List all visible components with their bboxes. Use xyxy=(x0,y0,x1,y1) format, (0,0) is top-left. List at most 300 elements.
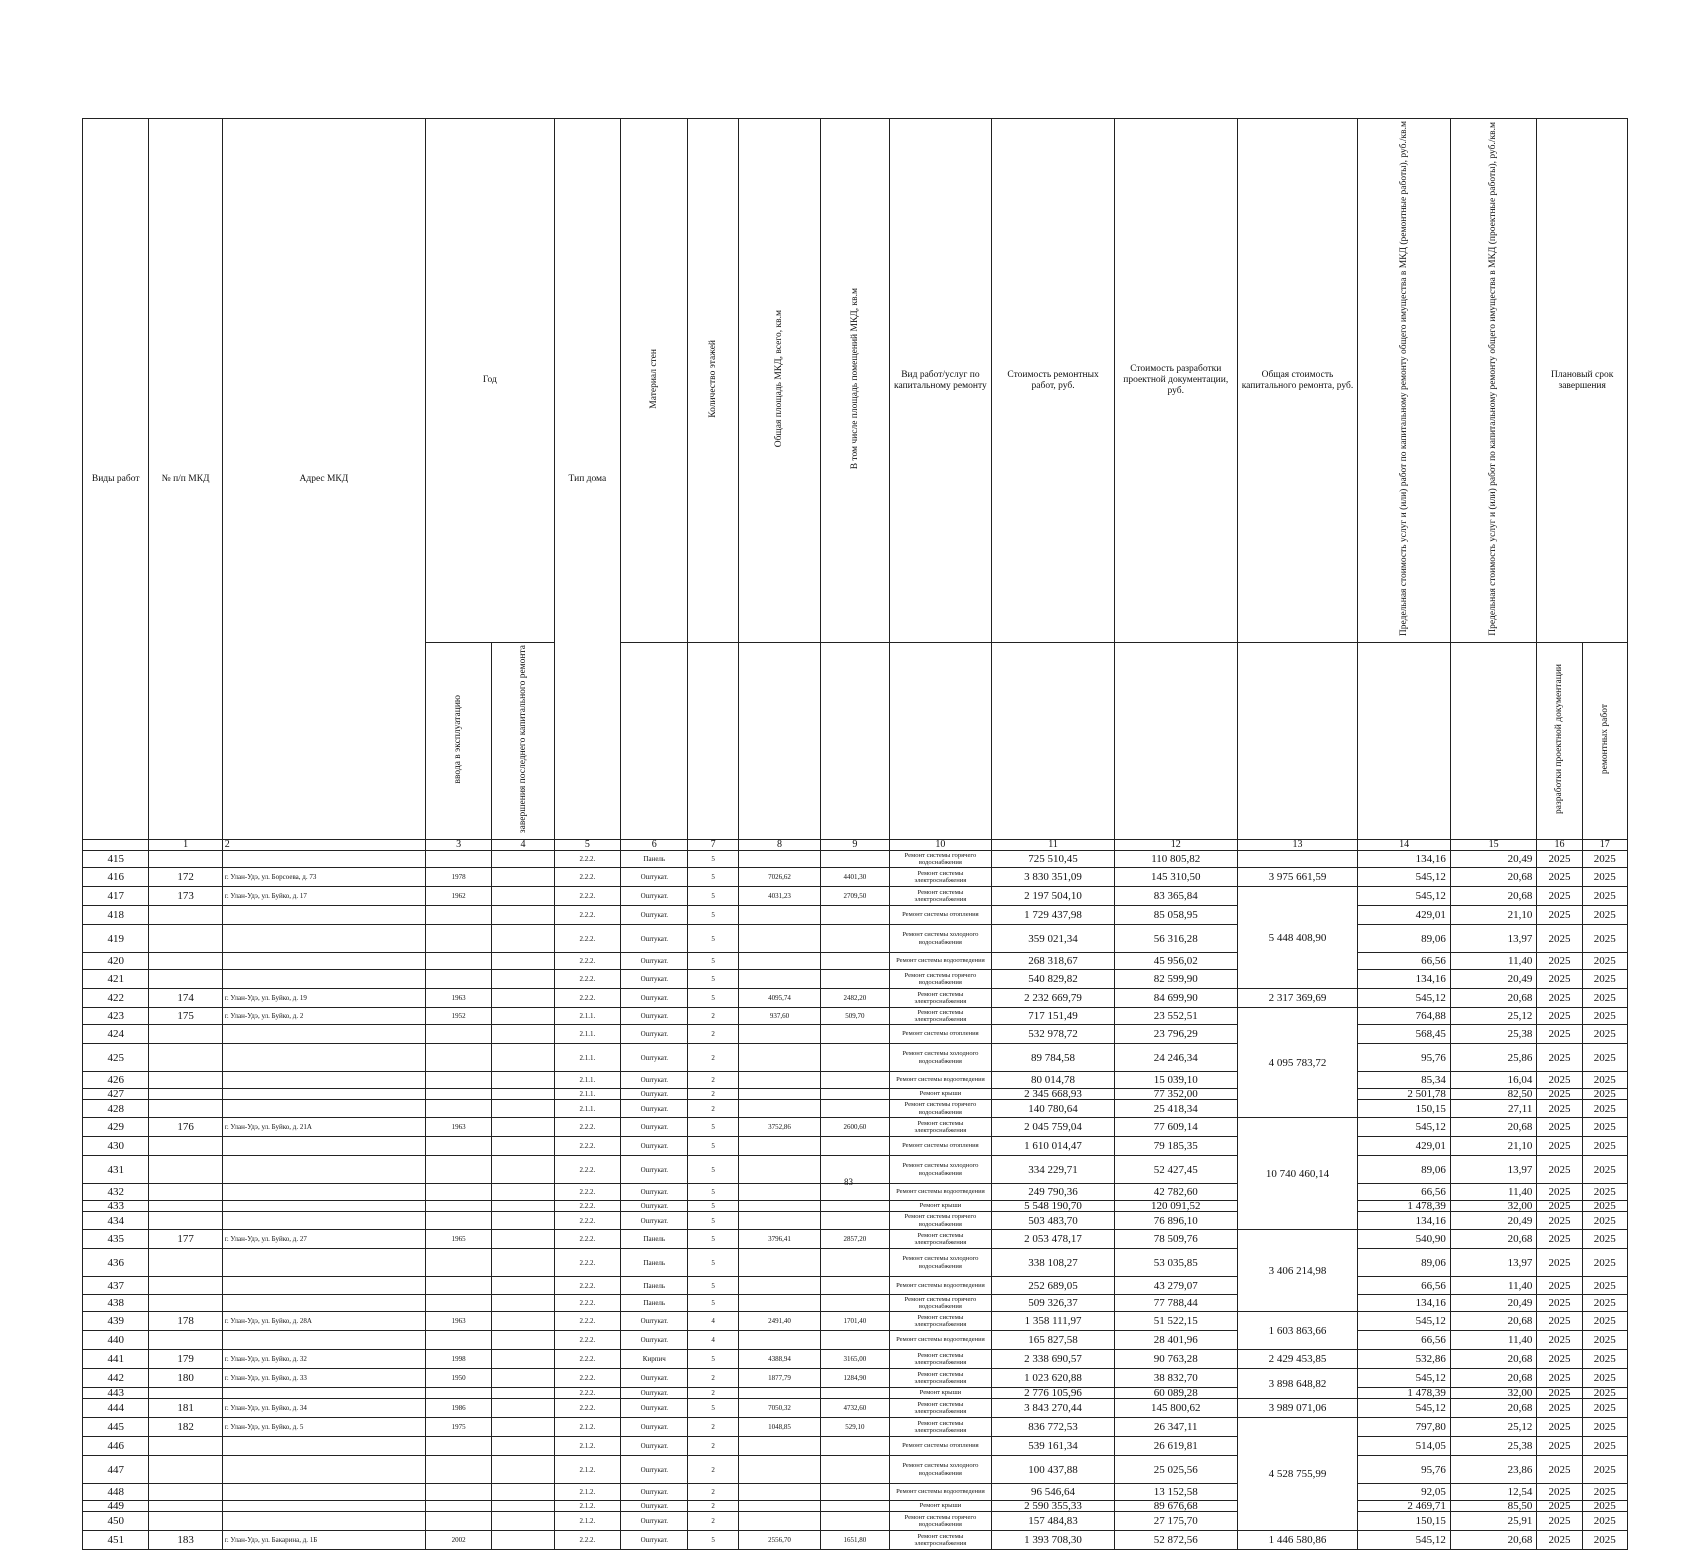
column-number: 16 xyxy=(1537,840,1582,851)
deadline-repair: 2025 xyxy=(1582,1331,1627,1350)
limit-repair: 1 478,39 xyxy=(1358,1201,1451,1212)
area-premises xyxy=(821,1025,889,1044)
house-type: 2.2.2. xyxy=(554,989,620,1008)
table-row xyxy=(83,887,1628,906)
deadline-repair: 2025 xyxy=(1582,1295,1627,1312)
table-row xyxy=(83,1025,1628,1044)
table-body xyxy=(83,840,1628,1550)
deadline-design: 2025 xyxy=(1537,1008,1582,1025)
area-premises: 2600,60 xyxy=(821,1118,889,1137)
cost-total: 3 975 661,59 xyxy=(1237,868,1358,887)
area-premises xyxy=(821,1089,889,1100)
house-type: 2.1.1. xyxy=(554,1089,620,1100)
deadline-design: 2025 xyxy=(1537,1249,1582,1277)
limit-design: 20,49 xyxy=(1450,1295,1537,1312)
house-type: 2.1.1. xyxy=(554,1008,620,1025)
work-kind: Ремонт системы отопления xyxy=(889,1437,992,1456)
floors: 5 xyxy=(688,1230,738,1249)
limit-repair: 2 469,71 xyxy=(1358,1501,1451,1512)
house-number: 172 xyxy=(149,868,222,887)
area-premises: 4732,60 xyxy=(821,1399,889,1418)
wall-material: Оштукат. xyxy=(621,1456,688,1484)
cost-repair: 5 548 190,70 xyxy=(992,1201,1115,1212)
floors: 2 xyxy=(688,1044,738,1072)
area-premises: 2709,50 xyxy=(821,887,889,906)
limit-design: 25,38 xyxy=(1450,1025,1537,1044)
deadline-design: 2025 xyxy=(1537,906,1582,925)
cost-total: 1 446 580,86 xyxy=(1237,1531,1358,1550)
deadline-repair: 2025 xyxy=(1582,970,1627,989)
header-address: Адрес МКД xyxy=(222,119,425,840)
work-kind: Ремонт системы холодного водоснабжения xyxy=(889,1156,992,1184)
house-number xyxy=(149,1501,222,1512)
year-last-repair xyxy=(492,1277,554,1295)
house-address xyxy=(222,925,425,953)
table-row xyxy=(83,1008,1628,1025)
area-premises xyxy=(821,906,889,925)
wall-material: Оштукат. xyxy=(621,1137,688,1156)
work-kind: Ремонт системы водоотведения xyxy=(889,953,992,970)
house-address xyxy=(222,906,425,925)
deadline-repair: 2025 xyxy=(1582,1044,1627,1072)
deadline-design: 2025 xyxy=(1537,1212,1582,1230)
header-limit-design: Предельная стоимость услуг и (или) работ по капитальному ремонту общего имущества в МКД (проектные работы), руб./кв.м xyxy=(1450,119,1537,643)
area-total xyxy=(738,1044,820,1072)
column-number: 2 xyxy=(222,840,425,851)
wall-material: Оштукат. xyxy=(621,1201,688,1212)
row-id: 418 xyxy=(83,906,149,925)
limit-design: 25,12 xyxy=(1450,1418,1537,1437)
work-kind: Ремонт системы холодного водоснабжения xyxy=(889,1044,992,1072)
area-total xyxy=(738,1249,820,1277)
cost-repair: 1 729 437,98 xyxy=(992,906,1115,925)
cost-design: 43 279,07 xyxy=(1114,1277,1237,1295)
cost-design: 84 699,90 xyxy=(1114,989,1237,1008)
limit-design: 11,40 xyxy=(1450,1184,1537,1201)
year-commission xyxy=(425,1072,491,1089)
cost-repair: 359 021,34 xyxy=(992,925,1115,953)
area-total: 7050,32 xyxy=(738,1399,820,1418)
area-premises: 3165,00 xyxy=(821,1350,889,1369)
year-commission xyxy=(425,1331,491,1350)
work-kind: Ремонт системы электроснабжения xyxy=(889,868,992,887)
deadline-design: 2025 xyxy=(1537,953,1582,970)
column-number: 17 xyxy=(1582,840,1627,851)
column-number xyxy=(83,840,149,851)
house-address: г. Улан-Удэ, ул. Бакарина, д. 1Б xyxy=(222,1531,425,1550)
floors: 2 xyxy=(688,1369,738,1388)
floors: 5 xyxy=(688,953,738,970)
limit-repair: 66,56 xyxy=(1358,1277,1451,1295)
limit-repair: 568,45 xyxy=(1358,1025,1451,1044)
cost-repair: 249 790,36 xyxy=(992,1184,1115,1201)
floors: 2 xyxy=(688,1484,738,1501)
work-kind: Ремонт системы водоотведения xyxy=(889,1484,992,1501)
cost-repair: 96 546,64 xyxy=(992,1484,1115,1501)
year-last-repair xyxy=(492,1118,554,1137)
house-number xyxy=(149,1212,222,1230)
work-kind: Ремонт системы отопления xyxy=(889,1025,992,1044)
year-commission xyxy=(425,1277,491,1295)
year-commission: 1963 xyxy=(425,1118,491,1137)
row-id: 437 xyxy=(83,1277,149,1295)
limit-design: 20,68 xyxy=(1450,868,1537,887)
wall-material: Панель xyxy=(621,851,688,868)
house-address xyxy=(222,1249,425,1277)
header-area-total: Общая площадь МКД, всего, кв.м xyxy=(738,119,820,643)
wall-material: Кирпич xyxy=(621,1350,688,1369)
year-commission xyxy=(425,970,491,989)
row-id: 450 xyxy=(83,1512,149,1531)
limit-repair: 95,76 xyxy=(1358,1456,1451,1484)
limit-repair: 89,06 xyxy=(1358,925,1451,953)
cost-design: 82 599,90 xyxy=(1114,970,1237,989)
area-total xyxy=(738,1089,820,1100)
table-row xyxy=(83,1501,1628,1512)
area-total xyxy=(738,1456,820,1484)
area-total: 4031,23 xyxy=(738,887,820,906)
header-house-type: Тип дома xyxy=(554,119,620,840)
area-total xyxy=(738,925,820,953)
deadline-repair: 2025 xyxy=(1582,1249,1627,1277)
limit-design: 20,68 xyxy=(1450,1118,1537,1137)
cost-design: 78 509,76 xyxy=(1114,1230,1237,1249)
area-premises xyxy=(821,1512,889,1531)
area-total xyxy=(738,1100,820,1118)
table-row xyxy=(83,989,1628,1008)
wall-material: Оштукат. xyxy=(621,1118,688,1137)
page-number: 83 xyxy=(844,1177,853,1187)
cost-repair: 252 689,05 xyxy=(992,1277,1115,1295)
limit-repair: 150,15 xyxy=(1358,1100,1451,1118)
deadline-design: 2025 xyxy=(1537,887,1582,906)
year-last-repair xyxy=(492,1212,554,1230)
cost-design: 24 246,34 xyxy=(1114,1044,1237,1072)
year-last-repair xyxy=(492,887,554,906)
floors: 2 xyxy=(688,1437,738,1456)
house-address: г. Улан-Удэ, ул. Буйко, д. 27 xyxy=(222,1230,425,1249)
house-number: 174 xyxy=(149,989,222,1008)
floors: 2 xyxy=(688,1100,738,1118)
year-commission xyxy=(425,1295,491,1312)
year-commission: 1962 xyxy=(425,887,491,906)
work-kind: Ремонт системы холодного водоснабжения xyxy=(889,1249,992,1277)
cost-repair: 165 827,58 xyxy=(992,1331,1115,1350)
deadline-repair: 2025 xyxy=(1582,1230,1627,1249)
house-type: 2.2.2. xyxy=(554,1369,620,1388)
year-commission: 1963 xyxy=(425,1312,491,1331)
deadline-repair: 2025 xyxy=(1582,1072,1627,1089)
year-last-repair xyxy=(492,1388,554,1399)
deadline-repair: 2025 xyxy=(1582,1100,1627,1118)
house-address: г. Улан-Удэ, ул. Буйко, д. 32 xyxy=(222,1350,425,1369)
year-commission: 1952 xyxy=(425,1008,491,1025)
limit-repair: 89,06 xyxy=(1358,1249,1451,1277)
work-kind: Ремонт системы водоотведения xyxy=(889,1072,992,1089)
work-kind: Ремонт системы горячего водоснабжения xyxy=(889,1512,992,1531)
area-total xyxy=(738,1512,820,1531)
year-last-repair xyxy=(492,1137,554,1156)
year-commission: 2002 xyxy=(425,1531,491,1550)
floors: 5 xyxy=(688,1118,738,1137)
area-premises xyxy=(821,1072,889,1089)
deadline-repair: 2025 xyxy=(1582,1118,1627,1137)
area-premises xyxy=(821,1295,889,1312)
year-commission xyxy=(425,1249,491,1277)
cost-design: 77 788,44 xyxy=(1114,1295,1237,1312)
floors: 2 xyxy=(688,1089,738,1100)
floors: 4 xyxy=(688,1331,738,1350)
limit-design: 11,40 xyxy=(1450,1331,1537,1350)
year-last-repair xyxy=(492,1512,554,1531)
deadline-repair: 2025 xyxy=(1582,1025,1627,1044)
limit-design: 25,91 xyxy=(1450,1512,1537,1531)
house-number xyxy=(149,1388,222,1399)
deadline-design: 2025 xyxy=(1537,1369,1582,1388)
cost-repair: 3 830 351,09 xyxy=(992,868,1115,887)
deadline-repair: 2025 xyxy=(1582,906,1627,925)
house-address: г. Улан-Удэ, ул. Буйко, д. 5 xyxy=(222,1418,425,1437)
cost-total: 2 317 369,69 xyxy=(1237,989,1358,1008)
area-total xyxy=(738,1331,820,1350)
wall-material: Оштукат. xyxy=(621,1418,688,1437)
floors: 5 xyxy=(688,868,738,887)
cost-repair: 334 229,71 xyxy=(992,1156,1115,1184)
column-number: 8 xyxy=(738,840,820,851)
area-total xyxy=(738,1501,820,1512)
work-kind: Ремонт системы холодного водоснабжения xyxy=(889,1456,992,1484)
year-commission xyxy=(425,1089,491,1100)
house-address xyxy=(222,1025,425,1044)
year-last-repair xyxy=(492,925,554,953)
limit-design: 20,68 xyxy=(1450,989,1537,1008)
area-total xyxy=(738,1484,820,1501)
cost-design: 77 352,00 xyxy=(1114,1089,1237,1100)
house-type: 2.1.1. xyxy=(554,1025,620,1044)
area-total xyxy=(738,1437,820,1456)
table-row xyxy=(83,925,1628,953)
year-last-repair xyxy=(492,1312,554,1331)
floors: 5 xyxy=(688,1295,738,1312)
header-limit-repair: Предельная стоимость услуг и (или) работ по капитальному ремонту общего имущества в МКД (ремонтные работы), руб./кв.м xyxy=(1358,119,1451,643)
house-type: 2.1.1. xyxy=(554,1100,620,1118)
cost-total: 2 429 453,85 xyxy=(1237,1350,1358,1369)
year-last-repair xyxy=(492,1531,554,1550)
area-total xyxy=(738,851,820,868)
floors: 5 xyxy=(688,1350,738,1369)
row-id: 436 xyxy=(83,1249,149,1277)
cost-design: 45 956,02 xyxy=(1114,953,1237,970)
table-row xyxy=(83,1312,1628,1331)
house-address xyxy=(222,1295,425,1312)
work-kind: Ремонт системы электроснабжения xyxy=(889,1230,992,1249)
cost-design: 42 782,60 xyxy=(1114,1184,1237,1201)
wall-material: Оштукат. xyxy=(621,1184,688,1201)
column-number: 4 xyxy=(492,840,554,851)
row-id: 420 xyxy=(83,953,149,970)
limit-design: 32,00 xyxy=(1450,1201,1537,1212)
header-work-type: Виды работ xyxy=(83,119,149,840)
work-kind: Ремонт системы горячего водоснабжения xyxy=(889,970,992,989)
house-address: г. Улан-Удэ, ул. Борсоева, д. 73 xyxy=(222,868,425,887)
cost-repair: 836 772,53 xyxy=(992,1418,1115,1437)
header-deadline-repair: ремонтных работ xyxy=(1582,643,1627,840)
area-premises: 529,10 xyxy=(821,1418,889,1437)
cost-design: 53 035,85 xyxy=(1114,1249,1237,1277)
table-row xyxy=(83,1295,1628,1312)
limit-design: 21,10 xyxy=(1450,906,1537,925)
row-id: 434 xyxy=(83,1212,149,1230)
column-number-row xyxy=(83,840,1628,851)
cost-design: 76 896,10 xyxy=(1114,1212,1237,1230)
year-commission xyxy=(425,851,491,868)
wall-material: Оштукат. xyxy=(621,868,688,887)
house-number xyxy=(149,1089,222,1100)
deadline-repair: 2025 xyxy=(1582,1312,1627,1331)
header-cost-total: Общая стоимость капитального ремонта, руб. xyxy=(1237,119,1358,643)
deadline-repair: 2025 xyxy=(1582,953,1627,970)
house-address: г. Улан-Удэ, ул. Буйко, д. 33 xyxy=(222,1369,425,1388)
limit-design: 13,97 xyxy=(1450,1249,1537,1277)
deadline-repair: 2025 xyxy=(1582,1156,1627,1184)
limit-design: 20,49 xyxy=(1450,1212,1537,1230)
cost-repair: 100 437,88 xyxy=(992,1456,1115,1484)
house-type: 2.2.2. xyxy=(554,1350,620,1369)
house-address xyxy=(222,1089,425,1100)
year-last-repair xyxy=(492,1501,554,1512)
work-kind: Ремонт системы горячего водоснабжения xyxy=(889,1212,992,1230)
row-id: 438 xyxy=(83,1295,149,1312)
floors: 5 xyxy=(688,1249,738,1277)
area-premises xyxy=(821,1212,889,1230)
year-last-repair xyxy=(492,906,554,925)
deadline-design: 2025 xyxy=(1537,1230,1582,1249)
column-number: 3 xyxy=(425,840,491,851)
year-commission: 1975 xyxy=(425,1418,491,1437)
header-deadline-design: разработки проектной документации xyxy=(1537,643,1582,840)
limit-repair: 134,16 xyxy=(1358,851,1451,868)
row-id: 442 xyxy=(83,1369,149,1388)
house-type: 2.1.2. xyxy=(554,1437,620,1456)
cost-total: 4 528 755,99 xyxy=(1237,1418,1358,1531)
year-last-repair xyxy=(492,1369,554,1388)
wall-material: Оштукат. xyxy=(621,887,688,906)
cost-design: 26 347,11 xyxy=(1114,1418,1237,1437)
floors: 5 xyxy=(688,1201,738,1212)
area-total: 3752,86 xyxy=(738,1118,820,1137)
limit-repair: 545,12 xyxy=(1358,1118,1451,1137)
row-id: 449 xyxy=(83,1501,149,1512)
cost-repair: 80 014,78 xyxy=(992,1072,1115,1089)
year-commission: 1986 xyxy=(425,1399,491,1418)
cost-repair: 717 151,49 xyxy=(992,1008,1115,1025)
area-premises xyxy=(821,1044,889,1072)
cost-repair: 338 108,27 xyxy=(992,1249,1115,1277)
limit-repair: 545,12 xyxy=(1358,989,1451,1008)
floors: 4 xyxy=(688,1312,738,1331)
limit-repair: 545,12 xyxy=(1358,1531,1451,1550)
limit-repair: 764,88 xyxy=(1358,1008,1451,1025)
work-kind: Ремонт крыши xyxy=(889,1388,992,1399)
area-total: 1048,85 xyxy=(738,1418,820,1437)
year-commission xyxy=(425,1512,491,1531)
area-total xyxy=(738,1277,820,1295)
house-number xyxy=(149,1025,222,1044)
limit-repair: 89,06 xyxy=(1358,1156,1451,1184)
table-row xyxy=(83,1399,1628,1418)
limit-design: 11,40 xyxy=(1450,1277,1537,1295)
cost-design: 77 609,14 xyxy=(1114,1118,1237,1137)
area-total: 2556,70 xyxy=(738,1531,820,1550)
limit-design: 20,68 xyxy=(1450,1399,1537,1418)
cost-design: 26 619,81 xyxy=(1114,1437,1237,1456)
limit-repair: 134,16 xyxy=(1358,1212,1451,1230)
limit-design: 13,97 xyxy=(1450,925,1537,953)
house-type: 2.2.2. xyxy=(554,1388,620,1399)
table-row xyxy=(83,1137,1628,1156)
deadline-repair: 2025 xyxy=(1582,1137,1627,1156)
limit-repair: 95,76 xyxy=(1358,1044,1451,1072)
house-type: 2.2.2. xyxy=(554,925,620,953)
limit-design: 20,68 xyxy=(1450,1369,1537,1388)
row-id: 428 xyxy=(83,1100,149,1118)
area-total xyxy=(738,1295,820,1312)
limit-repair: 2 501,78 xyxy=(1358,1089,1451,1100)
row-id: 446 xyxy=(83,1437,149,1456)
row-id: 425 xyxy=(83,1044,149,1072)
limit-repair: 66,56 xyxy=(1358,1184,1451,1201)
year-last-repair xyxy=(492,1201,554,1212)
row-id: 441 xyxy=(83,1350,149,1369)
work-kind: Ремонт крыши xyxy=(889,1201,992,1212)
house-type: 2.2.2. xyxy=(554,1230,620,1249)
area-premises: 2857,20 xyxy=(821,1230,889,1249)
capital-repair-table xyxy=(82,118,1628,1550)
deadline-repair: 2025 xyxy=(1582,1008,1627,1025)
house-address xyxy=(222,1100,425,1118)
year-last-repair xyxy=(492,970,554,989)
limit-design: 20,68 xyxy=(1450,1312,1537,1331)
cost-design: 120 091,52 xyxy=(1114,1201,1237,1212)
cost-design: 28 401,96 xyxy=(1114,1331,1237,1350)
floors: 2 xyxy=(688,1501,738,1512)
year-commission: 1950 xyxy=(425,1369,491,1388)
row-id: 447 xyxy=(83,1456,149,1484)
floors: 5 xyxy=(688,1156,738,1184)
house-number xyxy=(149,906,222,925)
work-kind: Ремонт системы горячего водоснабжения xyxy=(889,851,992,868)
area-total xyxy=(738,1025,820,1044)
limit-design: 20,68 xyxy=(1450,1531,1537,1550)
deadline-design: 2025 xyxy=(1537,1331,1582,1350)
house-number xyxy=(149,1484,222,1501)
cost-design: 79 185,35 xyxy=(1114,1137,1237,1156)
row-id: 433 xyxy=(83,1201,149,1212)
limit-repair: 540,90 xyxy=(1358,1230,1451,1249)
wall-material: Оштукат. xyxy=(621,1072,688,1089)
house-type: 2.2.2. xyxy=(554,970,620,989)
year-commission: 1998 xyxy=(425,1350,491,1369)
house-address xyxy=(222,1388,425,1399)
house-number: 178 xyxy=(149,1312,222,1331)
cost-design: 90 763,28 xyxy=(1114,1350,1237,1369)
work-kind: Ремонт системы электроснабжения xyxy=(889,989,992,1008)
year-commission xyxy=(425,925,491,953)
wall-material: Оштукат. xyxy=(621,925,688,953)
header-year-last-repair: завершения последнего капитального ремонта xyxy=(492,643,554,840)
house-address xyxy=(222,970,425,989)
limit-design: 21,10 xyxy=(1450,1137,1537,1156)
